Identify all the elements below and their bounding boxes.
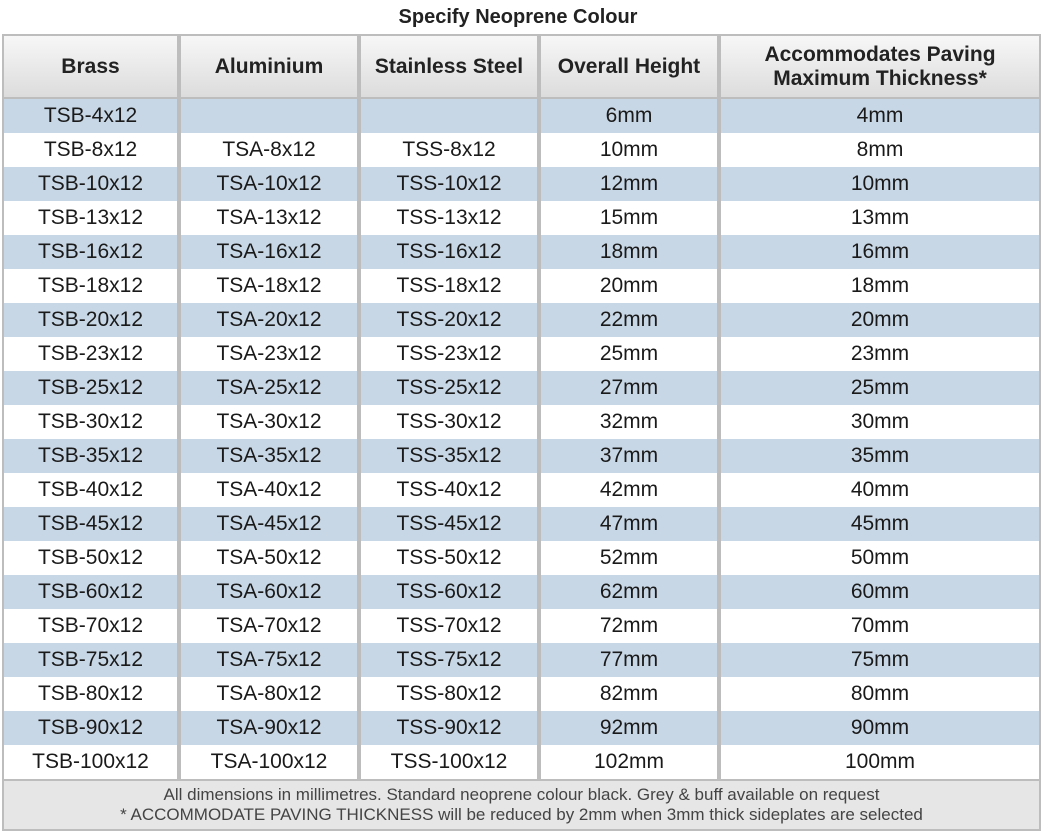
cell-stainless-steel: TSS-23x12 [361,337,541,371]
cell-brass: TSB-60x12 [4,575,181,609]
cell-stainless-steel: TSS-18x12 [361,269,541,303]
cell-overall-height: 15mm [541,201,721,235]
cell-aluminium: TSA-45x12 [181,507,361,541]
cell-aluminium: TSA-25x12 [181,371,361,405]
cell-stainless-steel: TSS-50x12 [361,541,541,575]
cell-stainless-steel: TSS-25x12 [361,371,541,405]
cell-brass: TSB-45x12 [4,507,181,541]
cell-aluminium: TSA-20x12 [181,303,361,337]
cell-overall-height: 42mm [541,473,721,507]
cell-stainless-steel: TSS-80x12 [361,677,541,711]
cell-brass: TSB-70x12 [4,609,181,643]
cell-brass: TSB-25x12 [4,371,181,405]
cell-aluminium [181,99,361,133]
cell-stainless-steel: TSS-40x12 [361,473,541,507]
cell-brass: TSB-30x12 [4,405,181,439]
table-row [4,541,1039,575]
cell-stainless-steel: TSS-13x12 [361,201,541,235]
cell-brass: TSB-23x12 [4,337,181,371]
cell-paving-thickness: 18mm [721,269,1039,303]
header-line-2: Maximum Thickness* [773,66,987,90]
cell-paving-thickness: 50mm [721,541,1039,575]
table-row [4,677,1039,711]
cell-overall-height: 6mm [541,99,721,133]
footnote-line-2: * ACCOMMODATE PAVING THICKNESS will be reduced by 2mm when 3mm thick sideplates are selected [120,805,923,824]
column-header-overall-height: Overall Height [541,36,721,99]
cell-aluminium: TSA-35x12 [181,439,361,473]
cell-paving-thickness: 13mm [721,201,1039,235]
table-row [4,167,1039,201]
cell-stainless-steel: TSS-70x12 [361,609,541,643]
cell-brass: TSB-20x12 [4,303,181,337]
table-row [4,235,1039,269]
column-header-aluminium: Aluminium [181,36,361,99]
cell-aluminium: TSA-30x12 [181,405,361,439]
cell-overall-height: 20mm [541,269,721,303]
cell-aluminium: TSA-60x12 [181,575,361,609]
cell-overall-height: 10mm [541,133,721,167]
cell-brass: TSB-35x12 [4,439,181,473]
cell-brass: TSB-80x12 [4,677,181,711]
cell-paving-thickness: 60mm [721,575,1039,609]
column-header-stainless-steel: Stainless Steel [361,36,541,99]
cell-aluminium: TSA-13x12 [181,201,361,235]
cell-brass: TSB-8x12 [4,133,181,167]
footnote [4,779,1039,829]
cell-aluminium: TSA-16x12 [181,235,361,269]
cell-brass: TSB-75x12 [4,643,181,677]
table-body [4,99,1039,779]
cell-paving-thickness: 16mm [721,235,1039,269]
table-row [4,609,1039,643]
cell-brass: TSB-4x12 [4,99,181,133]
cell-overall-height: 92mm [541,711,721,745]
cell-brass: TSB-10x12 [4,167,181,201]
cell-brass: TSB-16x12 [4,235,181,269]
cell-stainless-steel: TSS-10x12 [361,167,541,201]
cell-overall-height: 37mm [541,439,721,473]
cell-paving-thickness: 35mm [721,439,1039,473]
cell-aluminium: TSA-8x12 [181,133,361,167]
cell-aluminium: TSA-75x12 [181,643,361,677]
cell-paving-thickness: 40mm [721,473,1039,507]
cell-paving-thickness: 70mm [721,609,1039,643]
cell-overall-height: 32mm [541,405,721,439]
cell-stainless-steel: TSS-90x12 [361,711,541,745]
cell-aluminium: TSA-10x12 [181,167,361,201]
cell-brass: TSB-100x12 [4,745,181,779]
cell-aluminium: TSA-90x12 [181,711,361,745]
cell-brass: TSB-40x12 [4,473,181,507]
cell-brass: TSB-90x12 [4,711,181,745]
footer-row [4,779,1039,829]
table-row [4,337,1039,371]
cell-brass: TSB-50x12 [4,541,181,575]
cell-overall-height: 22mm [541,303,721,337]
cell-paving-thickness: 8mm [721,133,1039,167]
table-row [4,643,1039,677]
cell-overall-height: 25mm [541,337,721,371]
cell-paving-thickness: 10mm [721,167,1039,201]
cell-stainless-steel: TSS-45x12 [361,507,541,541]
cell-overall-height: 82mm [541,677,721,711]
table-row [4,405,1039,439]
cell-paving-thickness: 45mm [721,507,1039,541]
cell-overall-height: 12mm [541,167,721,201]
cell-overall-height: 77mm [541,643,721,677]
cell-paving-thickness: 20mm [721,303,1039,337]
table-row [4,473,1039,507]
table-row [4,745,1039,779]
table-row [4,133,1039,167]
cell-overall-height: 18mm [541,235,721,269]
table-row [4,201,1039,235]
cell-stainless-steel: TSS-8x12 [361,133,541,167]
table-row [4,99,1039,133]
cell-overall-height: 72mm [541,609,721,643]
cell-paving-thickness: 100mm [721,745,1039,779]
cell-overall-height: 62mm [541,575,721,609]
cell-paving-thickness: 90mm [721,711,1039,745]
cell-aluminium: TSA-70x12 [181,609,361,643]
cell-stainless-steel: TSS-16x12 [361,235,541,269]
cell-stainless-steel [361,99,541,133]
table-row [4,439,1039,473]
cell-stainless-steel: TSS-35x12 [361,439,541,473]
cell-overall-height: 27mm [541,371,721,405]
cell-aluminium: TSA-50x12 [181,541,361,575]
footnote-line-1: All dimensions in millimetres. Standard neoprene colour black. Grey & buff available on request [163,785,880,804]
cell-brass: TSB-13x12 [4,201,181,235]
cell-paving-thickness: 75mm [721,643,1039,677]
product-spec-table [2,34,1041,831]
column-header-paving-thickness [721,36,1039,99]
table-row [4,575,1039,609]
cell-paving-thickness: 80mm [721,677,1039,711]
table-row [4,303,1039,337]
table-row [4,269,1039,303]
cell-stainless-steel: TSS-20x12 [361,303,541,337]
cell-paving-thickness: 4mm [721,99,1039,133]
cell-paving-thickness: 23mm [721,337,1039,371]
table-title: Specify Neoprene Colour [398,6,638,28]
table-row [4,711,1039,745]
cell-overall-height: 47mm [541,507,721,541]
table-row [4,507,1039,541]
cell-aluminium: TSA-18x12 [181,269,361,303]
cell-stainless-steel: TSS-30x12 [361,405,541,439]
cell-stainless-steel: TSS-100x12 [361,745,541,779]
cell-overall-height: 102mm [541,745,721,779]
header-row [4,36,1039,99]
cell-overall-height: 52mm [541,541,721,575]
column-header-brass: Brass [4,36,181,99]
table-row [4,371,1039,405]
cell-stainless-steel: TSS-60x12 [361,575,541,609]
cell-aluminium: TSA-100x12 [181,745,361,779]
header-line-1: Accommodates Paving [764,42,996,66]
cell-stainless-steel: TSS-75x12 [361,643,541,677]
cell-aluminium: TSA-23x12 [181,337,361,371]
cell-paving-thickness: 25mm [721,371,1039,405]
cell-paving-thickness: 30mm [721,405,1039,439]
cell-aluminium: TSA-80x12 [181,677,361,711]
cell-brass: TSB-18x12 [4,269,181,303]
cell-aluminium: TSA-40x12 [181,473,361,507]
